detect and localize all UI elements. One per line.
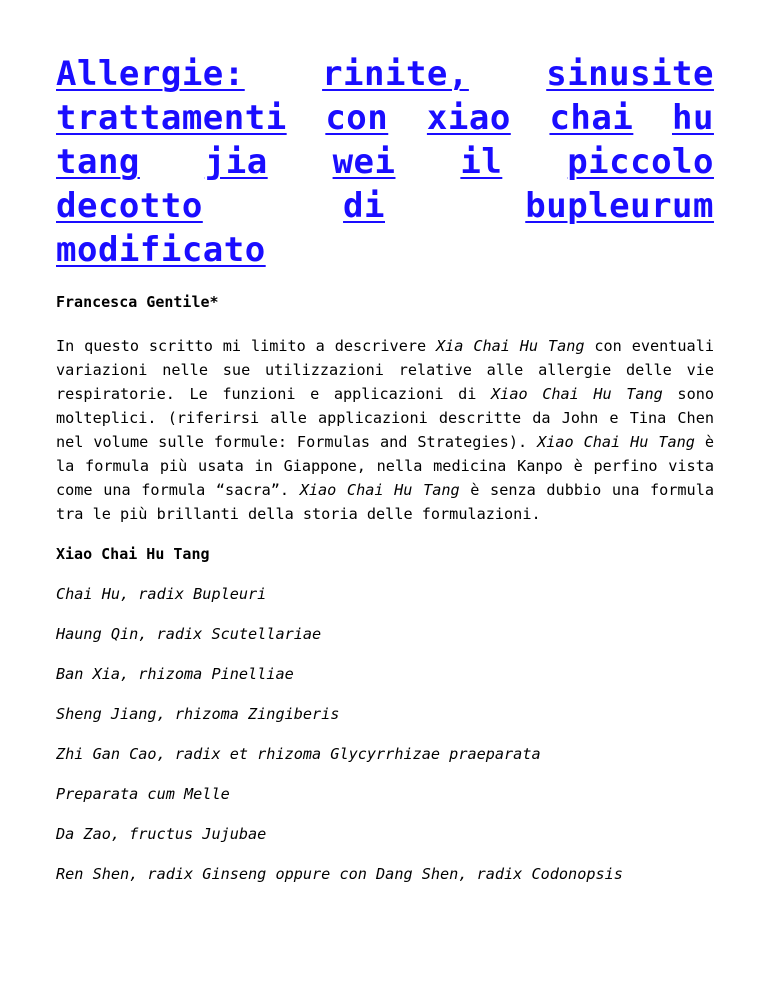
ingredient-item: Da Zao, fructus Jujubae xyxy=(56,825,267,843)
title-word[interactable]: rinite, xyxy=(322,54,469,94)
ingredient-item: Ban Xia, rhizoma Pinelliae xyxy=(56,665,294,683)
title-line[interactable] xyxy=(56,52,714,96)
title-line[interactable] xyxy=(56,140,714,184)
title-word[interactable]: bupleurum xyxy=(525,186,714,226)
formula-name: Xiao Chai Hu Tang xyxy=(537,433,695,451)
title-word[interactable]: sinusite xyxy=(546,54,714,94)
title-word[interactable]: il xyxy=(460,142,503,182)
title-word[interactable]: con xyxy=(325,98,389,138)
intro-text: è senza dubbio una formula tra le più brillanti della storia delle formulazioni. xyxy=(56,481,714,523)
title-word[interactable]: chai xyxy=(549,98,634,138)
ingredient-item: Chai Hu, radix Bupleuri xyxy=(56,585,267,603)
article xyxy=(56,52,714,904)
intro-text: sono molteplici. (riferirsi alle applicazioni descritte da John e Tina Chen nel volume sulle formule: Formulas and Strategies). xyxy=(56,385,714,451)
intro-text: è la formula più usata in Giappone, nella medicina Kanpo è perfino vista come una formula “sacra”. xyxy=(56,433,714,499)
title-word[interactable]: tang xyxy=(56,142,140,182)
ingredient-item: Ren Shen, radix Ginseng oppure con Dang Shen, radix Codonopsis xyxy=(56,865,623,883)
title-word[interactable]: jia xyxy=(204,142,268,182)
ingredient-item: Zhi Gan Cao, radix et rhizoma Glycyrrhizae praeparata xyxy=(56,745,541,763)
ingredient-item: Sheng Jiang, rhizoma Zingiberis xyxy=(56,705,340,723)
ingredient-item: Preparata cum Melle xyxy=(56,785,230,803)
ingredient-list xyxy=(56,584,714,884)
intro-text: con eventuali variazioni nelle sue utilizzazioni relative alle allergie delle vie respiratorie. Le funzioni e applicazioni di xyxy=(56,337,714,403)
intro-paragraph xyxy=(56,334,714,526)
title-line[interactable] xyxy=(56,96,714,140)
section-heading: Xiao Chai Hu Tang xyxy=(56,545,210,563)
title-line[interactable] xyxy=(56,228,714,272)
author: Francesca Gentile* xyxy=(56,293,219,311)
title-word[interactable]: Allergie: xyxy=(56,54,245,94)
formula-name: Xia Chai Hu Tang xyxy=(436,337,585,355)
title-word[interactable]: decotto xyxy=(56,186,203,226)
title-line[interactable] xyxy=(56,184,714,228)
title-word[interactable]: modificato xyxy=(56,230,266,270)
title-word[interactable]: hu xyxy=(672,98,714,138)
title-word[interactable]: trattamenti xyxy=(56,98,287,138)
formula-name: Xiao Chai Hu Tang xyxy=(491,385,663,403)
ingredient-item: Haung Qin, radix Scutellariae xyxy=(56,625,322,643)
title-word[interactable]: di xyxy=(343,186,385,226)
title-word[interactable]: wei xyxy=(332,142,396,182)
formula-name: Xiao Chai Hu Tang xyxy=(299,481,460,499)
intro-text: In questo scritto mi limito a descrivere xyxy=(56,337,437,355)
title-word[interactable]: piccolo xyxy=(567,142,714,182)
article-title-link[interactable] xyxy=(56,52,714,272)
title-word[interactable]: xiao xyxy=(426,98,511,138)
